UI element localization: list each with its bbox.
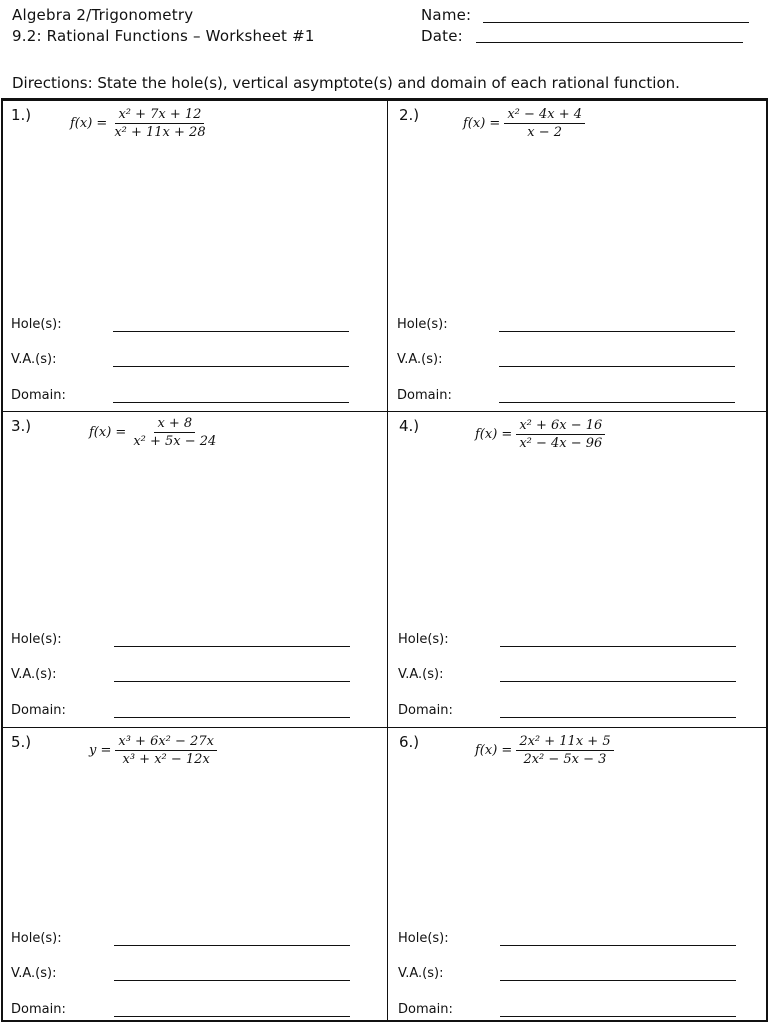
- function-lhs: f(x) =: [475, 427, 513, 442]
- domain-answer-field[interactable]: [114, 717, 350, 718]
- problem-number: 5.): [11, 733, 32, 751]
- domain-answer-field[interactable]: [500, 717, 736, 718]
- denominator: x² + 11x + 28: [114, 125, 206, 140]
- holes-label: Hole(s):: [11, 931, 62, 946]
- problem-2-cell: [388, 101, 768, 411]
- holes-label: Hole(s):: [11, 317, 62, 332]
- va-answer-field[interactable]: [113, 366, 349, 367]
- worksheet-title: 9.2: Rational Functions – Worksheet #1: [12, 27, 315, 45]
- problem-1-cell: [3, 101, 387, 411]
- function-lhs: y =: [89, 743, 112, 758]
- domain-answer-field[interactable]: [500, 1016, 736, 1017]
- problem-number: 4.): [399, 417, 420, 435]
- va-label: V.A.(s):: [398, 966, 444, 981]
- function-lhs: f(x) =: [89, 425, 127, 440]
- problem-grid: [1, 98, 768, 1022]
- numerator: 2x² + 11x + 5: [516, 734, 613, 751]
- domain-answer-field[interactable]: [113, 402, 349, 403]
- denominator: x² + 5x − 24: [133, 434, 217, 449]
- va-answer-field[interactable]: [114, 681, 350, 682]
- fraction: [115, 734, 217, 767]
- domain-label: Domain:: [398, 703, 453, 718]
- problem-5-cell: [3, 728, 387, 1022]
- domain-label: Domain:: [397, 388, 452, 403]
- date-label: Date:: [421, 27, 463, 45]
- function-lhs: f(x) =: [475, 743, 513, 758]
- holes-answer-field[interactable]: [113, 331, 349, 332]
- holes-answer-field[interactable]: [114, 945, 350, 946]
- denominator: 2x² − 5x − 3: [523, 752, 607, 767]
- problem-6-function: [475, 734, 614, 767]
- domain-answer-field[interactable]: [499, 402, 735, 403]
- va-answer-field[interactable]: [114, 980, 350, 981]
- name-label: Name:: [421, 6, 472, 24]
- denominator: x³ + x² − 12x: [122, 752, 210, 767]
- va-answer-field[interactable]: [499, 366, 735, 367]
- va-label: V.A.(s):: [398, 667, 444, 682]
- denominator: x − 2: [527, 125, 563, 140]
- function-lhs: f(x) =: [463, 116, 501, 131]
- holes-answer-field[interactable]: [500, 646, 736, 647]
- holes-answer-field[interactable]: [499, 331, 735, 332]
- fraction: [111, 107, 208, 140]
- problem-number: 1.): [11, 106, 32, 124]
- denominator: x² − 4x − 96: [519, 436, 603, 451]
- problem-number: 2.): [399, 106, 420, 124]
- fraction: [516, 418, 605, 451]
- problem-number: 3.): [11, 417, 32, 435]
- domain-answer-field[interactable]: [114, 1016, 350, 1017]
- domain-label: Domain:: [398, 1002, 453, 1017]
- problem-number: 6.): [399, 733, 420, 751]
- problem-1-function: [70, 107, 209, 140]
- holes-label: Hole(s):: [397, 317, 448, 332]
- problem-4-function: [475, 418, 605, 451]
- va-label: V.A.(s):: [397, 352, 443, 367]
- domain-label: Domain:: [11, 703, 66, 718]
- va-label: V.A.(s):: [11, 352, 57, 367]
- date-field[interactable]: [476, 42, 743, 43]
- holes-label: Hole(s):: [11, 632, 62, 647]
- domain-label: Domain:: [11, 1002, 66, 1017]
- holes-label: Hole(s):: [398, 931, 449, 946]
- holes-answer-field[interactable]: [114, 646, 350, 647]
- function-lhs: f(x) =: [70, 116, 108, 131]
- numerator: x³ + 6x² − 27x: [115, 734, 217, 751]
- fraction: [504, 107, 585, 140]
- fraction: [130, 416, 219, 449]
- course-title: Algebra 2/Trigonometry: [12, 6, 194, 24]
- domain-label: Domain:: [11, 388, 66, 403]
- va-answer-field[interactable]: [500, 681, 736, 682]
- numerator: x² + 6x − 16: [516, 418, 605, 435]
- va-answer-field[interactable]: [500, 980, 736, 981]
- va-label: V.A.(s):: [11, 966, 57, 981]
- problem-6-cell: [388, 728, 768, 1022]
- numerator: x² − 4x + 4: [504, 107, 585, 124]
- problem-5-function: [89, 734, 217, 767]
- problem-3-cell: [3, 412, 387, 727]
- name-field[interactable]: [483, 22, 749, 23]
- holes-answer-field[interactable]: [500, 945, 736, 946]
- fraction: [516, 734, 613, 767]
- problem-4-cell: [388, 412, 768, 727]
- va-label: V.A.(s):: [11, 667, 57, 682]
- problem-2-function: [463, 107, 585, 140]
- problem-3-function: [89, 416, 219, 449]
- numerator: x² + 7x + 12: [115, 107, 204, 124]
- numerator: x + 8: [154, 416, 195, 433]
- holes-label: Hole(s):: [398, 632, 449, 647]
- directions-text: Directions: State the hole(s), vertical asymptote(s) and domain of each rational function.: [12, 74, 680, 92]
